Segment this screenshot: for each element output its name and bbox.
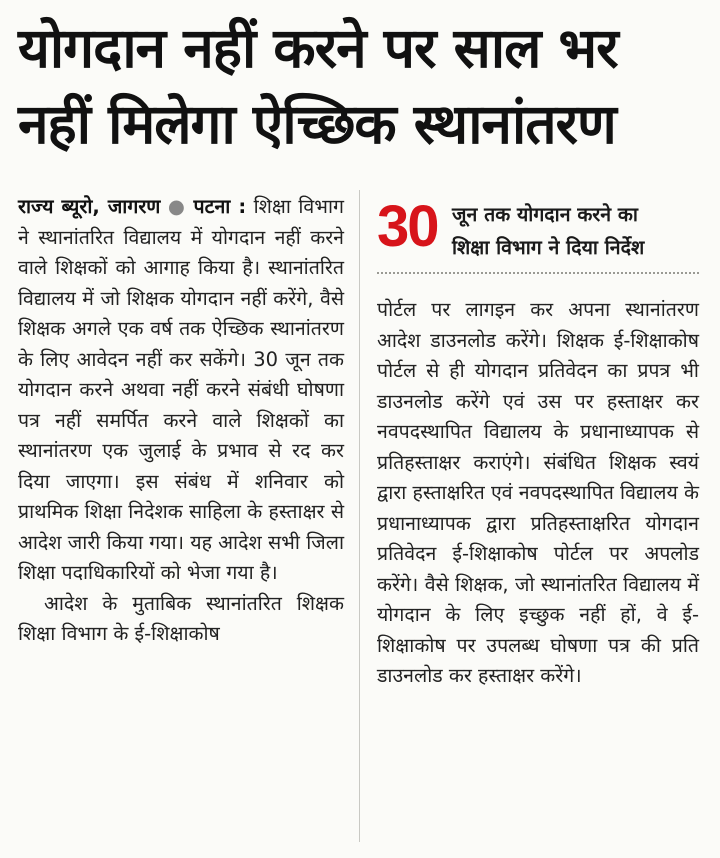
subheadline-line-1: जून तक योगदान करने का — [452, 203, 638, 226]
dateline-separator-icon: ● — [167, 195, 187, 218]
article-paragraph-2: आदेश के मुताबिक स्थानांतरित शिक्षक शिक्षा विभाग के ई-शिक्षाकोष — [18, 591, 344, 645]
article-paragraph-3: पोर्टल पर लागइन कर अपना स्थानांतरण आदेश डाउनलोड करेंगे। शिक्षक ई-शिक्षाकोष पोर्टल से ही योगदान प्रतिवेदन का प्रपत्र भी डाउनलोड करेंगे एवं उस पर हस्ताक्षर कर नवपदस्थापित विद्यालय के प्रधानाध्यापक से प्रतिहस्ताक्षर कराएंगे। संबंधित शिक्षक स्वयं द्वारा हस्ताक्षरित एवं नवपदस्थापित विद्यालय के प्रधानाध्यापक द्वारा प्रतिहस्ताक्षरित योगदान प्रतिवेदन ई-शिक्षाकोष पोर्टल पर अपलोड करेंगे। वैसे शिक्षक, जो स्थानांतरित विद्यालय में योगदान के लिए इच्छुक नहीं हों, वे ई-शिक्षाकोष पर उपलब्ध घोषणा पत्र की प्रति डाउनलोड कर हस्ताक्षर करेंगे। — [377, 298, 699, 687]
subheadline-line-2: शिक्षा विभाग ने दिया निर्देश — [452, 236, 645, 259]
dateline-city: पटना : — [193, 195, 247, 218]
headline-line-2: नहीं मिलेगा ऐच्छिक स्थानांतरण — [18, 92, 616, 156]
column-divider — [359, 190, 360, 842]
subheadline-rule — [377, 272, 699, 274]
article-text-1: शिक्षा विभाग ने स्थानांतरित विद्यालय में योगदान नहीं करने वाले शिक्षकों को आगाह किया है। स्थानांतरित विद्यालय में जो शिक्षक योगदान नहीं करेंगे, वैसे शिक्षक अगले एक वर्ष तक ऐच्छिक स्थानांतरण के लिए आवेदन नहीं कर सकेंगे। 30 जून तक योगदान करने अथवा नहीं करने संबंधी घोषणा पत्र नहीं समर्पित करने वाले शिक्षकों का स्थानांतरण एक जुलाई के प्रभाव से रद कर दिया जाएगा। इस संबंध में शनिवार को प्राथमिक शिक्षा निदेशक साहिला के हस्ताक्षर से आदेश जारी किया गया। यह आदेश सभी जिला शिक्षा पदाधिकारियों को भेजा गया है। — [18, 195, 345, 584]
article-column-left — [18, 192, 344, 650]
subheadline — [377, 196, 702, 266]
article-paragraph-1 — [18, 192, 344, 589]
headline — [18, 10, 708, 162]
subheadline-number: 30 — [377, 194, 438, 259]
headline-line-1: योगदान नहीं करने पर साल भर — [18, 16, 618, 80]
article-column-right — [377, 295, 699, 692]
subheadline-text — [452, 198, 702, 264]
dateline-bureau: राज्य ब्यूरो, जागरण — [18, 195, 161, 218]
